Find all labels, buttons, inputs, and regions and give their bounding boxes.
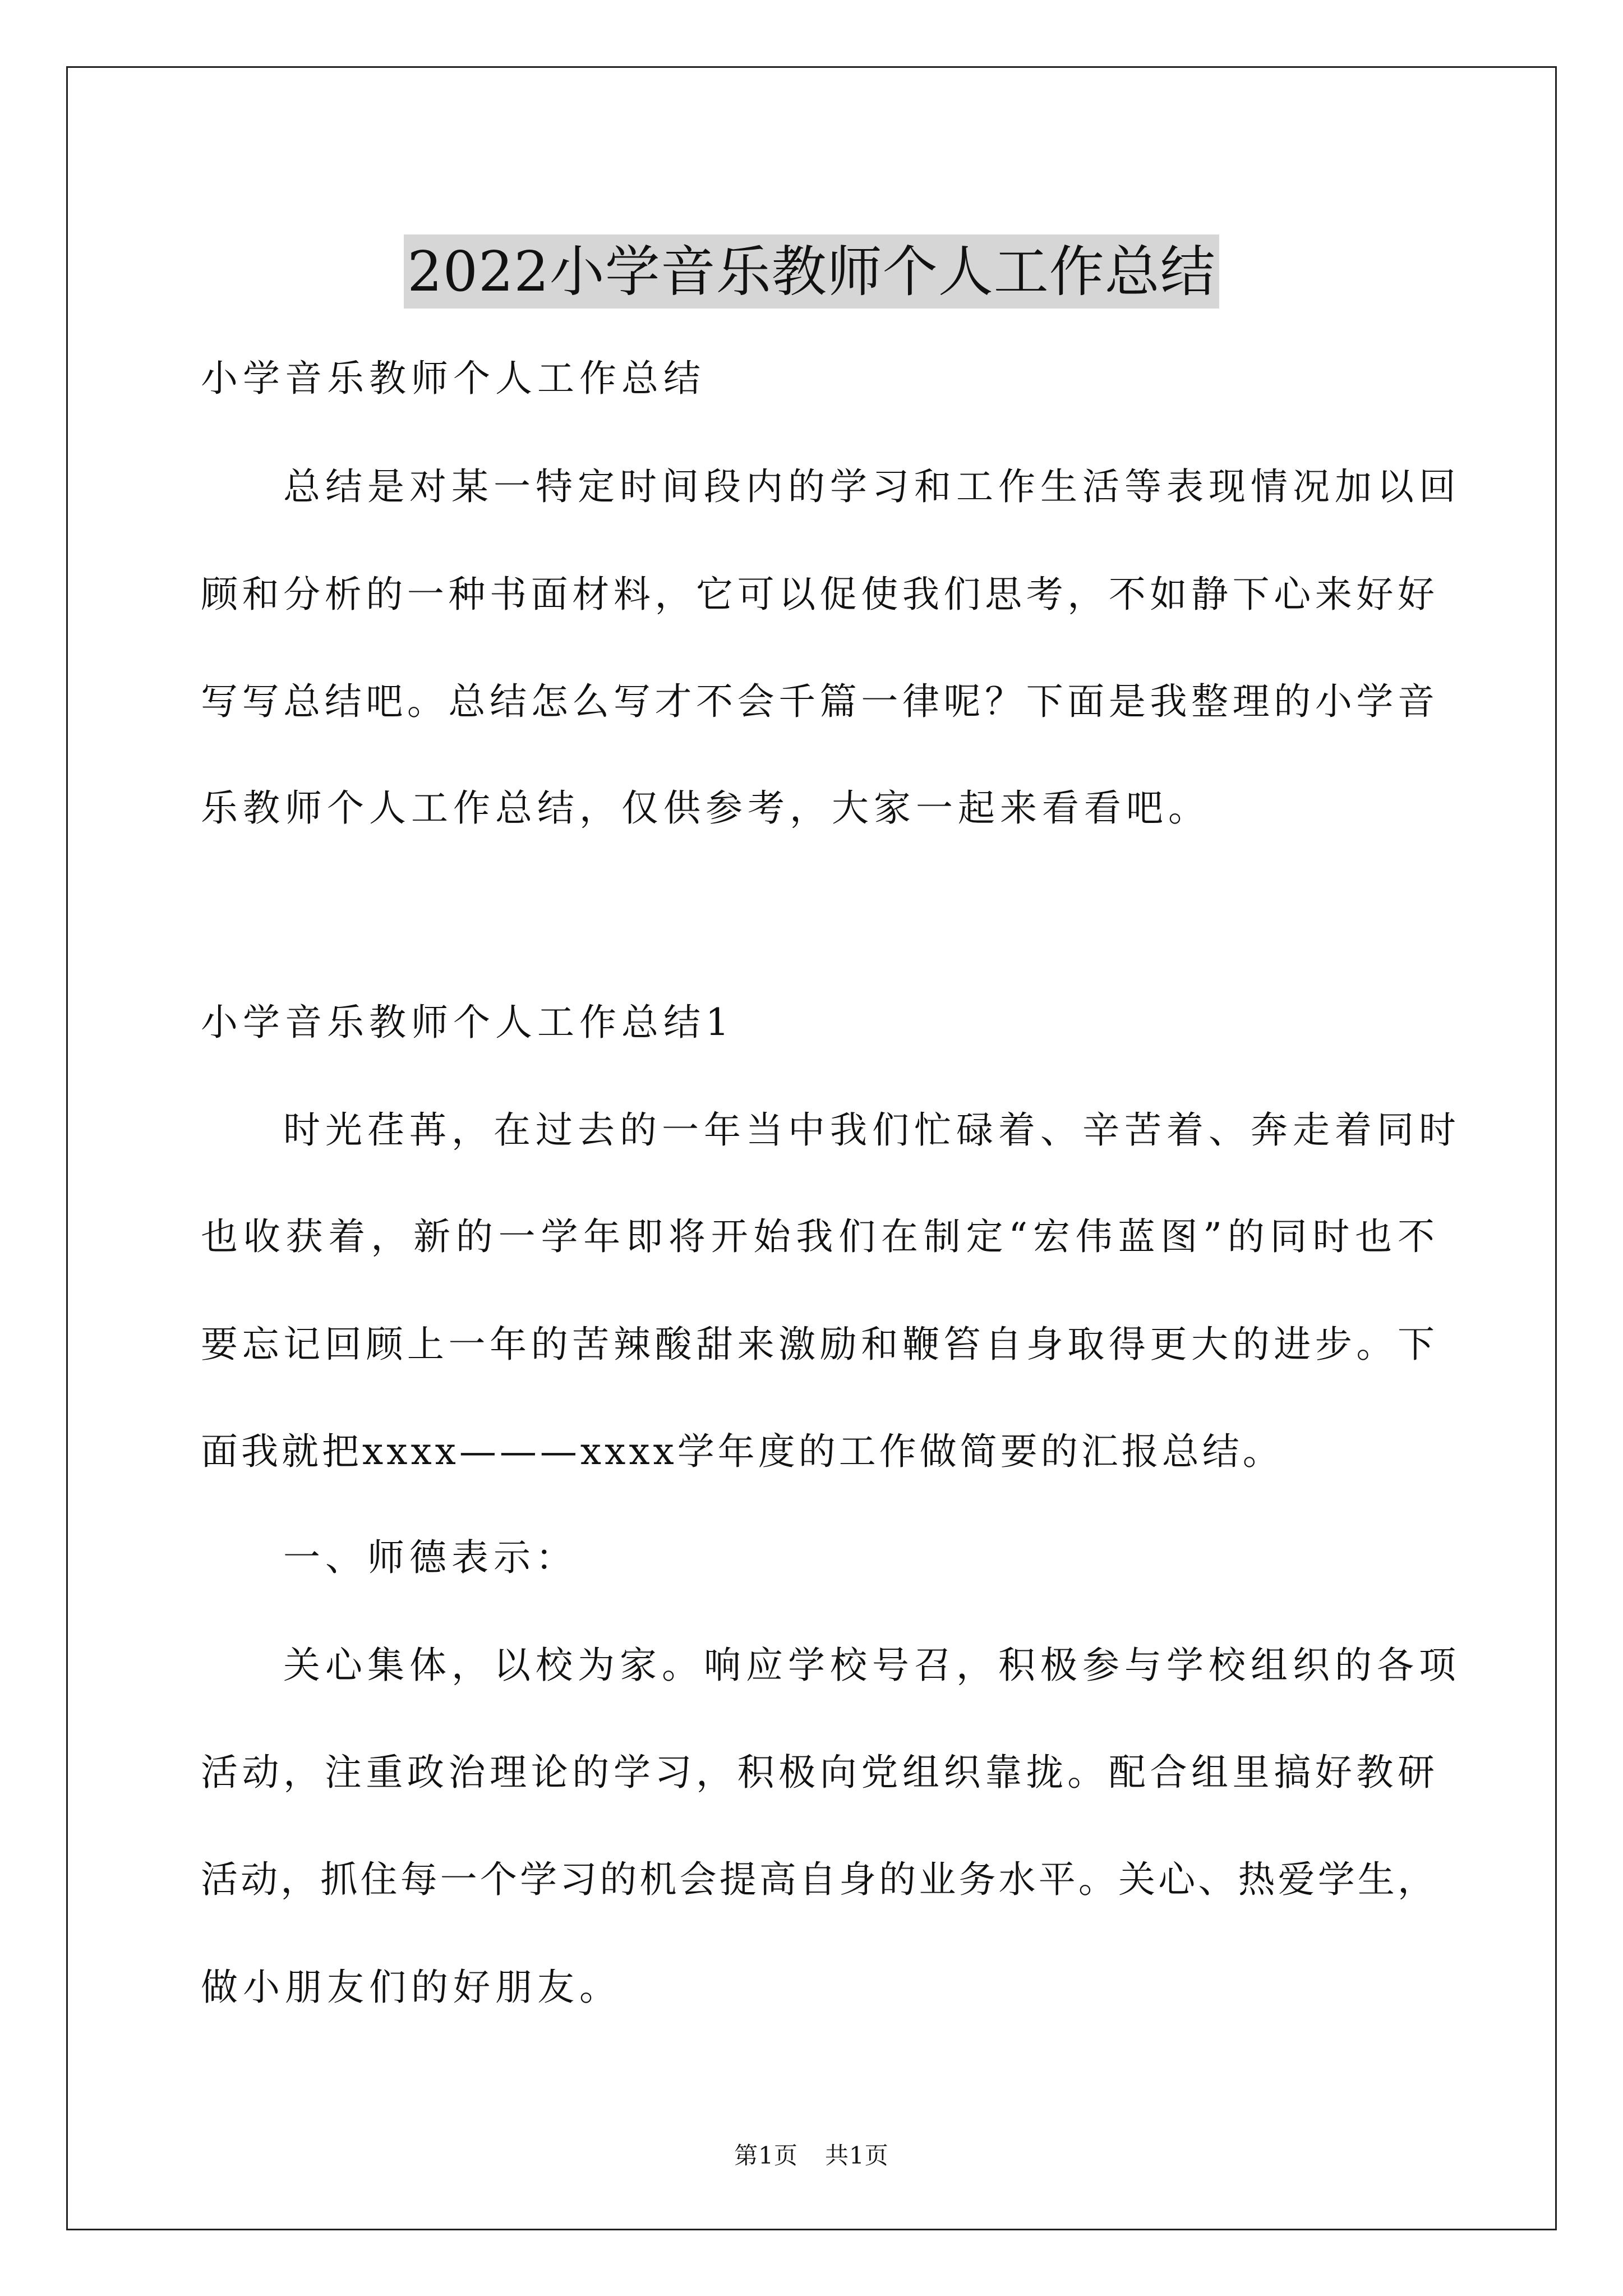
- document-title: 2022小学音乐教师个人工作总结: [404, 234, 1219, 309]
- paragraph-line: 关心集体，以校为家。响应学校号召，积极参与学校组织的各项: [283, 1644, 1461, 1687]
- paragraph-line: 写写总结吧。总结怎么写才不会千篇一律呢？下面是我整理的小学音: [201, 680, 1435, 723]
- section-heading-1: 小学音乐教师个人工作总结1: [201, 1001, 734, 1044]
- subheading-ethics: 一、师德表示：: [283, 1536, 578, 1579]
- paragraph-line: 活动，注重政治理论的学习，积极向党组织靠拢。配合组里搞好教研: [201, 1751, 1435, 1794]
- paragraph-line: 活动，抓住每一个学习的机会提高自身的业务水平。关心、热爱学生，: [201, 1858, 1435, 1901]
- paragraph-line: 乐教师个人工作总结，仅供参考，大家一起来看看吧。: [201, 786, 1210, 830]
- paragraph-line: 也收获着，新的一学年即将开始我们在制定“宏伟蓝图”的同时也不: [201, 1215, 1435, 1258]
- paragraph-line: 顾和分析的一种书面材料，它可以促使我们思考，不如静下心来好好: [201, 573, 1435, 616]
- paragraph-line: 总结是对某一特定时间段内的学习和工作生活等表现情况加以回: [283, 465, 1461, 508]
- paragraph-line: 做小朋友们的好朋友。: [201, 1966, 621, 2009]
- section-heading-intro: 小学音乐教师个人工作总结: [201, 357, 706, 400]
- paragraph-line: 要忘记回顾上一年的苦辣酸甜来激励和鞭笞自身取得更大的进步。下: [201, 1323, 1435, 1366]
- title-container: [0, 197, 1623, 345]
- page-total: 共1页: [825, 2142, 889, 2169]
- page-footer: [0, 2137, 1623, 2171]
- page-number: 第1页: [734, 2142, 798, 2169]
- paragraph-line: 时光荏苒，在过去的一年当中我们忙碌着、辛苦着、奔走着同时: [283, 1108, 1461, 1152]
- paragraph-line: 面我就把xxxx———xxxx学年度的工作做简要的汇报总结。: [201, 1430, 1283, 1473]
